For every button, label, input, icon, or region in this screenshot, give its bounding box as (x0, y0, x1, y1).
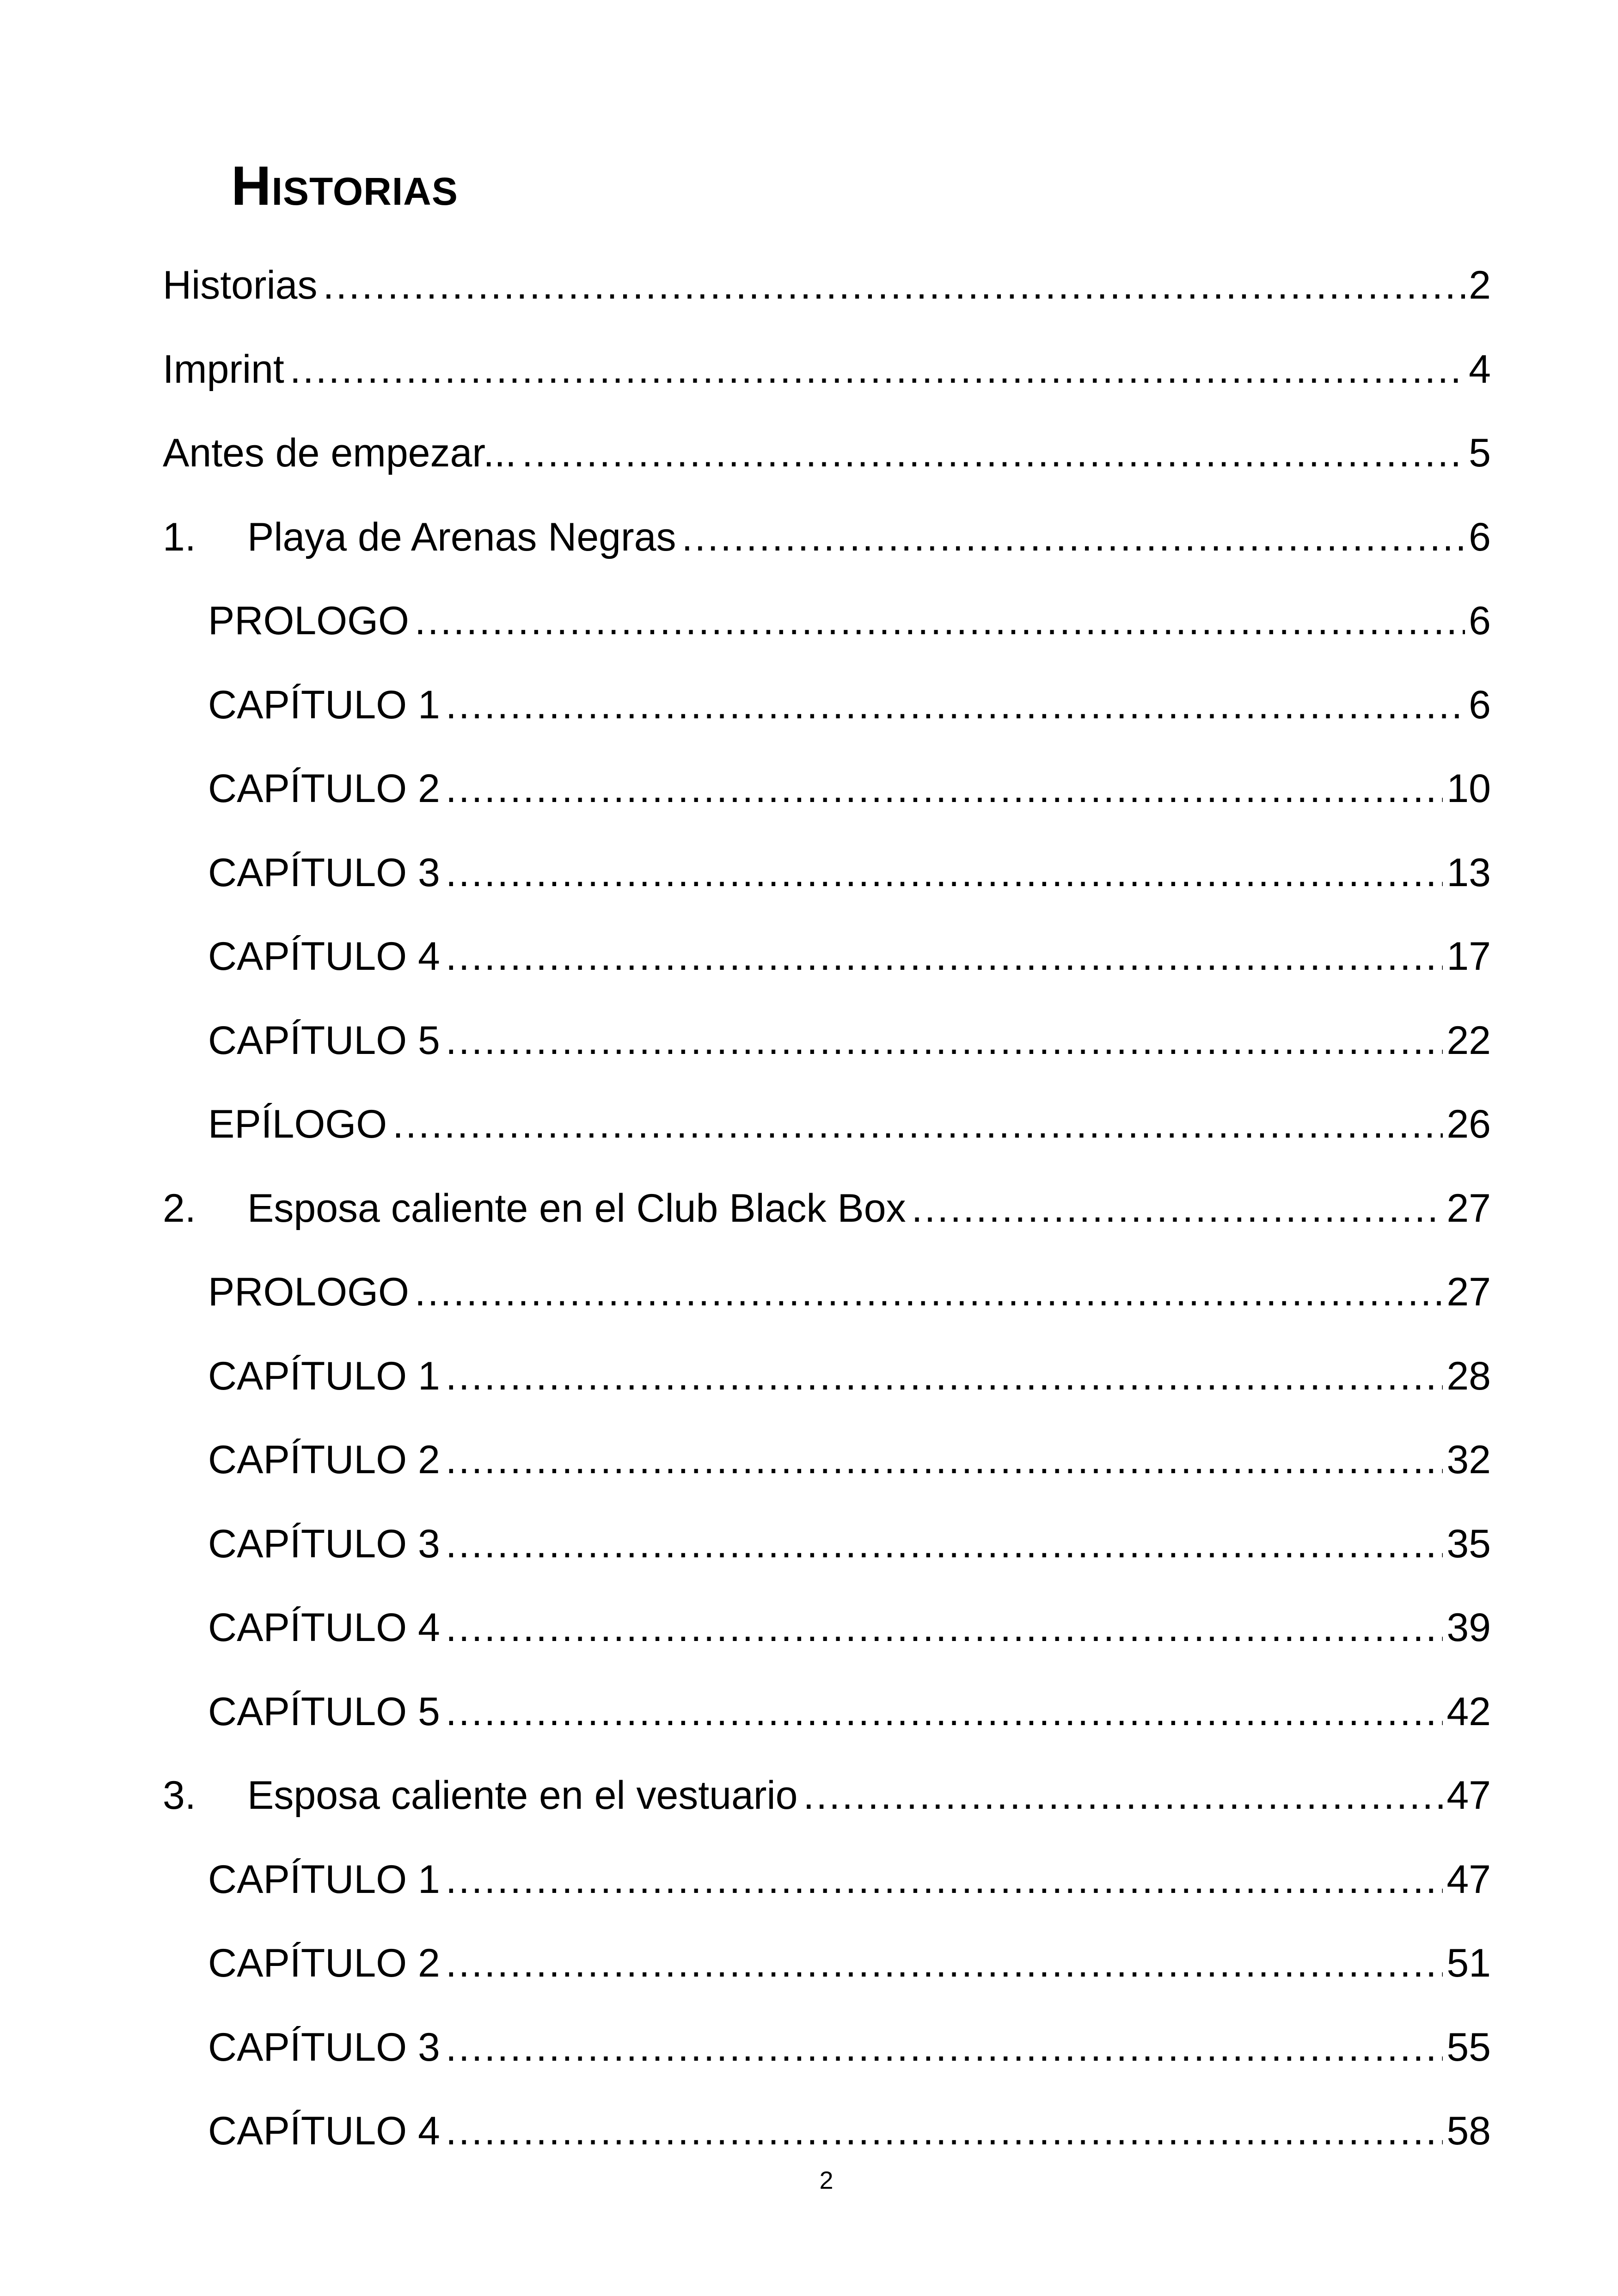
toc-entry-label: Historias (163, 263, 318, 307)
toc-entry-page: 28 (1446, 1353, 1491, 1398)
toc-entry-page: 47 (1446, 1857, 1491, 1902)
toc-dot-leader (415, 1272, 1443, 1312)
toc-dot-leader (446, 1860, 1443, 1899)
toc-entry-label: CAPÍTULO 1 (208, 1353, 440, 1398)
toc-dot-leader (446, 2027, 1443, 2067)
toc-entry-label: Playa de Arenas Negras (247, 514, 676, 559)
toc-entry-label: Antes de empezar... (163, 431, 516, 475)
toc-entry-page: 51 (1446, 1941, 1491, 1985)
toc-entry[interactable] (163, 250, 1491, 305)
toc-dot-leader (446, 1692, 1443, 1732)
toc-entry-page: 5 (1469, 431, 1491, 475)
toc-entry[interactable] (163, 502, 1491, 557)
toc-entry-label: CAPÍTULO 3 (208, 850, 440, 895)
toc-entry-number: 3. (163, 1773, 196, 1818)
toc-dot-leader (803, 1776, 1443, 1815)
toc-entry-label: Esposa caliente en el vestuario (247, 1773, 798, 1818)
toc-entry[interactable] (208, 1341, 1491, 1396)
toc-entry[interactable] (208, 1928, 1491, 1983)
toc-dot-leader (446, 853, 1443, 893)
toc-entry-page: 22 (1446, 1018, 1491, 1063)
toc-dot-leader (446, 1608, 1443, 1647)
toc-entry-label: CAPÍTULO 1 (208, 1857, 440, 1902)
page-number: 2 (819, 2167, 834, 2194)
toc-entry-number: 1. (163, 514, 196, 559)
toc-dot-leader (446, 1524, 1443, 1564)
toc-entry[interactable] (208, 669, 1491, 725)
page-title: Historias (231, 155, 458, 217)
toc-entry-page: 47 (1446, 1773, 1491, 1818)
toc-entry-label: EPÍLOGO (208, 1102, 387, 1146)
toc-entry[interactable] (208, 1676, 1491, 1732)
toc-entry-label: CAPÍTULO 5 (208, 1018, 440, 1063)
toc-entry[interactable] (208, 1508, 1491, 1564)
toc-entry[interactable] (163, 1760, 1491, 1818)
toc-entry-page: 6 (1469, 599, 1491, 643)
toc-dot-leader (446, 937, 1443, 976)
toc-entry[interactable] (163, 1173, 1491, 1231)
toc-entry[interactable] (208, 753, 1491, 811)
toc-entry[interactable] (208, 585, 1491, 641)
toc-entry[interactable] (163, 334, 1491, 392)
toc-entry-label: CAPÍTULO 4 (208, 2109, 440, 2153)
toc-entry-page: 55 (1446, 2025, 1491, 2069)
toc-entry-page: 27 (1446, 1186, 1491, 1231)
toc-dot-leader (392, 1104, 1443, 1144)
toc-entry-label: CAPÍTULO 4 (208, 934, 440, 979)
toc-dot-leader (415, 601, 1465, 641)
toc-entry[interactable] (208, 921, 1491, 979)
toc-entry-page: 35 (1446, 1521, 1491, 1566)
toc-entry[interactable] (163, 417, 1491, 473)
toc-dot-leader (681, 517, 1465, 557)
toc-entry-label: CAPÍTULO 2 (208, 1438, 440, 1482)
toc-entry-label: CAPÍTULO 3 (208, 1521, 440, 1566)
toc-entry-page: 2 (1469, 263, 1491, 307)
toc-entry-page: 4 (1469, 347, 1491, 392)
toc-entry-page: 13 (1446, 850, 1491, 895)
toc-entry-label: CAPÍTULO 1 (208, 682, 440, 727)
toc-entry-label: CAPÍTULO 4 (208, 1605, 440, 1650)
toc-dot-leader (290, 349, 1465, 389)
toc-dot-leader (446, 1356, 1443, 1396)
toc-entry-label: CAPÍTULO 2 (208, 1941, 440, 1985)
toc-dot-leader (323, 265, 1465, 305)
toc-entry[interactable] (208, 837, 1491, 893)
toc-dot-leader (446, 1021, 1443, 1060)
toc-entry-page: 27 (1446, 1270, 1491, 1314)
toc-entry[interactable] (208, 1256, 1491, 1312)
toc-entry-label: CAPÍTULO 5 (208, 1689, 440, 1734)
toc-entry-label: PROLOGO (208, 1270, 409, 1314)
toc-entry[interactable] (208, 1592, 1491, 1650)
toc-entry[interactable] (208, 2095, 1491, 2151)
toc-entry-page: 42 (1446, 1689, 1491, 1734)
toc-dot-leader (522, 433, 1465, 473)
toc-entry-page: 58 (1446, 2109, 1491, 2153)
toc-dot-leader (912, 1188, 1443, 1228)
toc-entry[interactable] (208, 1424, 1491, 1480)
toc-entry[interactable] (208, 1089, 1491, 1144)
toc-entry-page: 26 (1446, 1102, 1491, 1146)
toc-dot-leader (446, 685, 1465, 725)
toc-entry-label: CAPÍTULO 2 (208, 766, 440, 811)
toc-entry[interactable] (208, 1844, 1491, 1902)
toc-entry-page: 6 (1469, 682, 1491, 727)
toc-entry-label: CAPÍTULO 3 (208, 2025, 440, 2069)
toc-entry[interactable] (208, 2012, 1491, 2067)
toc-dot-leader (446, 769, 1443, 808)
toc-dot-leader (446, 2111, 1443, 2151)
toc-entry[interactable] (208, 1005, 1491, 1063)
toc-dot-leader (446, 1440, 1443, 1480)
toc-entry-page: 17 (1446, 934, 1491, 979)
toc-entry-page: 39 (1446, 1605, 1491, 1650)
toc-entry-page: 32 (1446, 1438, 1491, 1482)
toc-entry-label: Esposa caliente en el Club Black Box (247, 1186, 906, 1231)
toc-entry-label: PROLOGO (208, 599, 409, 643)
toc-entry-page: 10 (1446, 766, 1491, 811)
toc-entry-label: Imprint (163, 347, 284, 392)
toc-entry-number: 2. (163, 1186, 196, 1231)
toc-dot-leader (446, 1943, 1443, 1983)
toc-entry-page: 6 (1469, 514, 1491, 559)
